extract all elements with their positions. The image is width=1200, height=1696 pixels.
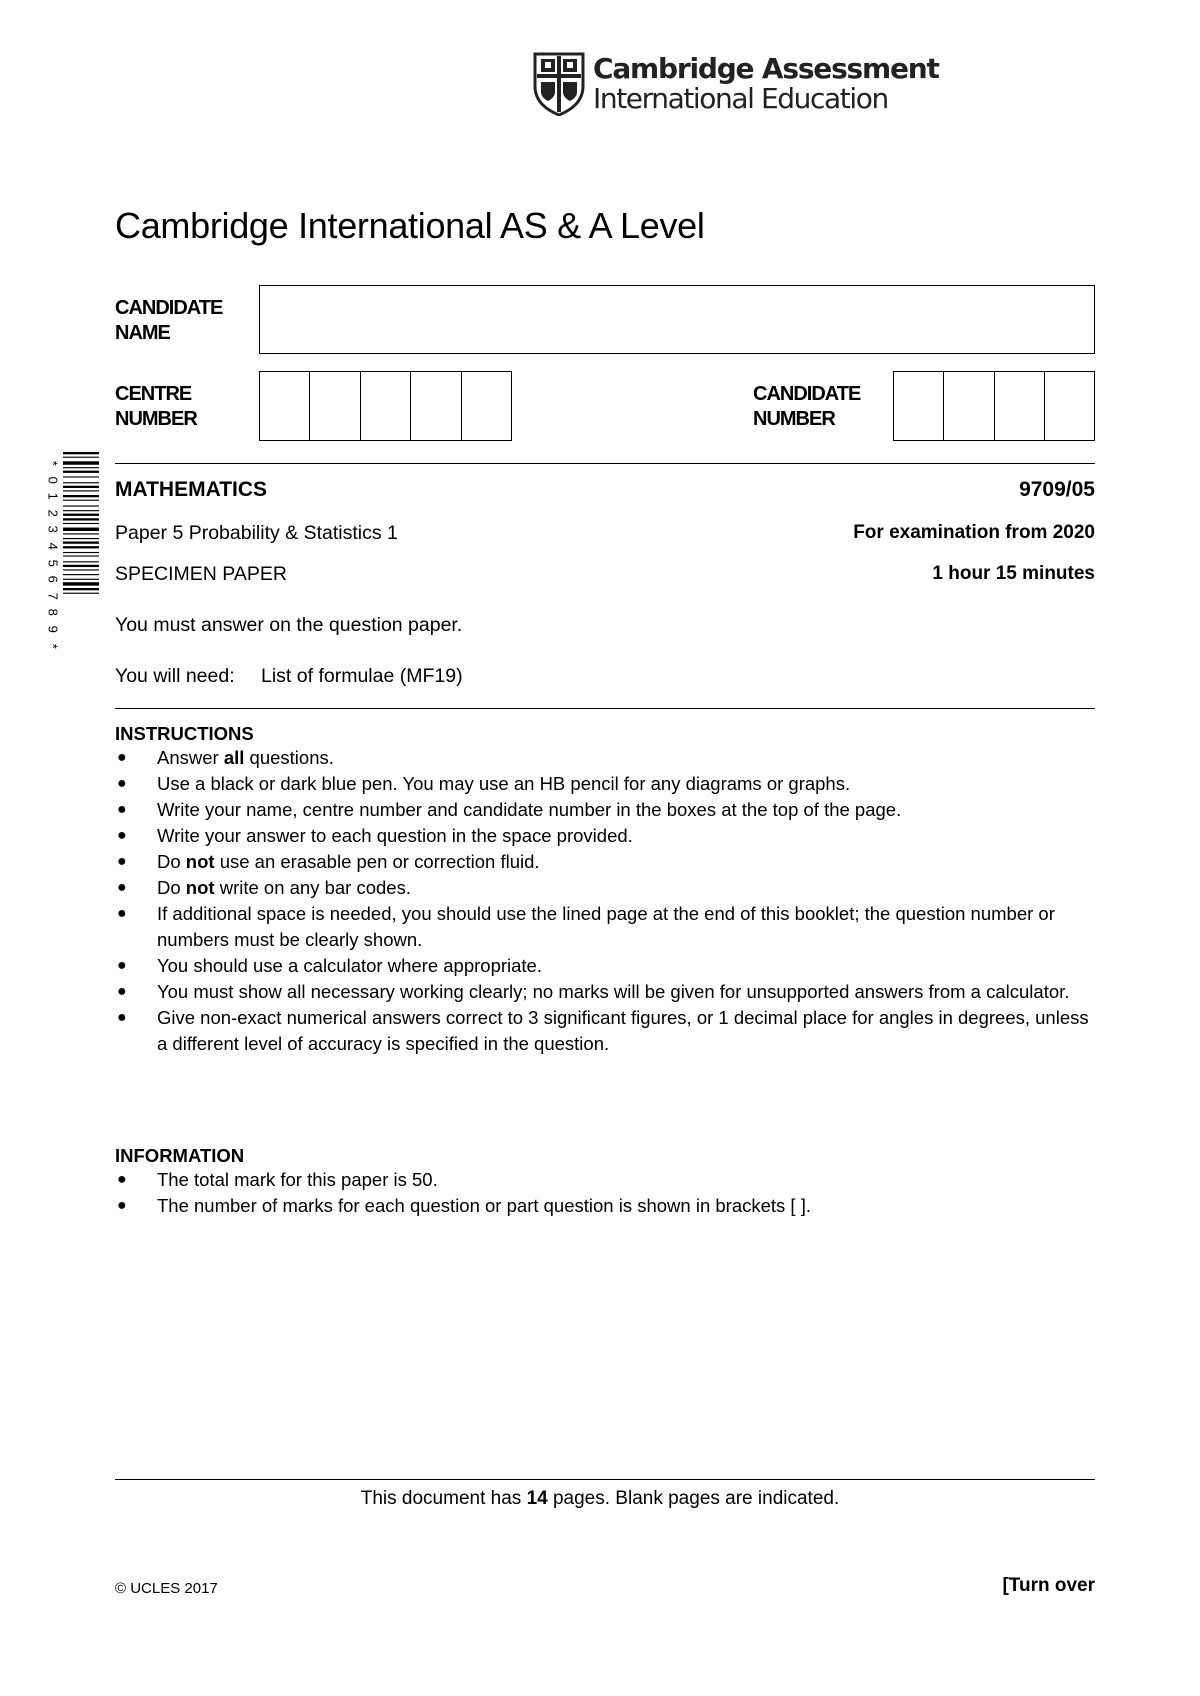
list-item-emphasis: all <box>223 747 245 768</box>
page-count-number: 14 <box>526 1488 548 1509</box>
page-count-pre: This document has <box>360 1488 527 1509</box>
paper-title: Paper 5 Probability & Statistics 1 <box>115 522 398 544</box>
barcode-digit: 3 <box>45 526 61 534</box>
instructions-heading: INSTRUCTIONS <box>115 723 254 744</box>
barcode-digit: 1 <box>45 492 61 501</box>
logo-text-line2: International Education <box>593 82 888 115</box>
candidate-number-field[interactable] <box>893 371 1095 441</box>
instructions-section <box>115 723 1095 1057</box>
centre-number-cell[interactable] <box>411 372 461 440</box>
centre-number-cell[interactable] <box>260 372 310 440</box>
barcode-bar <box>63 528 99 531</box>
list-item-text: The number of marks for each question or part question is shown in brackets [ ]. <box>157 1195 811 1216</box>
divider-line <box>115 463 1095 464</box>
list-item <box>115 1193 1095 1219</box>
candidate-number-cell[interactable] <box>995 372 1045 440</box>
barcode-digit: * <box>45 643 61 649</box>
list-item <box>115 797 1095 823</box>
candidate-name-label <box>115 296 222 346</box>
bullet-icon: ● <box>117 1197 127 1214</box>
instructions-list <box>115 745 1095 1057</box>
bullet-icon: ● <box>117 957 127 974</box>
information-heading: INFORMATION <box>115 1145 245 1166</box>
candidate-number-cell[interactable] <box>1045 372 1094 440</box>
bullet-icon: ● <box>117 827 127 844</box>
list-item <box>115 849 1095 875</box>
list-item-text: Use a black or dark blue pen. You may use an HB pencil for any diagrams or graphs. <box>157 773 851 794</box>
barcode-bar <box>63 490 99 491</box>
syllabus-code: 9709/05 <box>1019 478 1095 501</box>
barcode-bar <box>63 579 99 580</box>
qualification-title: Cambridge International AS & A Level <box>115 205 705 246</box>
list-item-text: Give non-exact numerical answers correct to 3 significant figures, or 1 decimal place for angles in degrees, unless a different level of accuracy is specified in the question. <box>157 1007 1089 1054</box>
barcode-digits <box>45 455 59 654</box>
barcode-bar <box>63 523 99 524</box>
barcode-bar <box>63 546 99 548</box>
centre-number-cell[interactable] <box>361 372 411 440</box>
barcode-bar <box>63 561 99 562</box>
list-item-text: You must show all necessary working clearly; no marks will be given for unsupported answers from a calculator. <box>157 981 1070 1002</box>
centre-number-label-line2: NUMBER <box>115 408 197 430</box>
centre-number-label <box>115 382 197 432</box>
barcode-digit: 9 <box>45 625 61 633</box>
list-item-text: use an erasable pen or correction fluid. <box>214 851 540 872</box>
list-item-text: Do <box>157 851 186 872</box>
barcode-digit: 0 <box>45 476 61 484</box>
divider-line <box>115 708 1095 709</box>
barcode-digit: * <box>45 460 61 466</box>
list-item-text: write on any bar codes. <box>214 877 411 898</box>
barcode <box>63 452 99 662</box>
candidate-number-label <box>753 382 860 432</box>
list-item-text: questions. <box>244 747 334 768</box>
bullet-icon: ● <box>117 879 127 896</box>
list-item-text: Do <box>157 877 186 898</box>
information-list <box>115 1167 1095 1219</box>
barcode-digit: 4 <box>45 542 61 550</box>
page-count-post: pages. Blank pages are indicated. <box>547 1488 840 1509</box>
paper-type: SPECIMEN PAPER <box>115 563 287 585</box>
barcode-digit: 7 <box>45 592 61 600</box>
barcode-bar <box>63 467 99 468</box>
information-section <box>115 1145 1095 1219</box>
barcode-bar <box>63 533 99 534</box>
barcode-bar <box>63 495 99 497</box>
bullet-icon: ● <box>117 801 127 818</box>
bullet-icon: ● <box>117 749 127 766</box>
list-item <box>115 875 1095 901</box>
answer-note: You must answer on the question paper. <box>115 614 463 636</box>
shield-crest-icon <box>533 52 585 116</box>
list-item <box>115 771 1095 797</box>
barcode-bar <box>63 510 99 511</box>
barcode-bar <box>63 538 99 539</box>
barcode-bar <box>63 588 99 590</box>
divider-line <box>115 1479 1095 1480</box>
cambridge-logo <box>533 52 939 118</box>
subject-name: MATHEMATICS <box>115 478 268 501</box>
list-item <box>115 901 1095 953</box>
barcode-bar <box>63 452 99 454</box>
barcode-bar <box>63 518 99 520</box>
barcode-bar <box>63 565 99 567</box>
barcode-bar <box>63 569 99 570</box>
barcode-bar <box>63 593 99 594</box>
centre-number-cell[interactable] <box>310 372 360 440</box>
candidate-name-field[interactable] <box>259 285 1095 354</box>
exam-duration: 1 hour 15 minutes <box>932 563 1095 584</box>
bullet-icon: ● <box>117 775 127 792</box>
candidate-number-label-line1: CANDIDATE <box>753 383 861 405</box>
centre-number-cell[interactable] <box>462 372 511 440</box>
barcode-digit: 2 <box>45 509 61 517</box>
copyright: © UCLES 2017 <box>115 1580 218 1597</box>
barcode-bar <box>63 486 99 488</box>
barcode-bar <box>63 461 99 464</box>
list-item <box>115 823 1095 849</box>
barcode-digit: 5 <box>45 559 61 567</box>
bullet-icon: ● <box>117 1009 127 1026</box>
list-item <box>115 745 1095 771</box>
list-item <box>115 1005 1095 1057</box>
bullet-icon: ● <box>117 853 127 870</box>
barcode-bar <box>63 482 99 483</box>
candidate-name-label-line2: NAME <box>115 322 170 344</box>
centre-number-label-line1: CENTRE <box>115 383 192 405</box>
list-item-text: If additional space is needed, you should use the lined page at the end of this booklet; the question number or numbers must be clearly shown. <box>157 903 1055 950</box>
candidate-number-cell[interactable] <box>894 372 944 440</box>
list-item-text: You should use a calculator where appropriate. <box>157 955 542 976</box>
turn-over: [Turn over <box>1002 1575 1095 1596</box>
need-label: You will need: <box>115 665 235 687</box>
logo-text-line1: Cambridge Assessment <box>593 52 939 85</box>
barcode-bar <box>63 471 99 473</box>
barcode-bar <box>63 500 99 501</box>
barcode-bar <box>63 457 99 458</box>
barcode-digit: 8 <box>45 609 61 617</box>
list-item <box>115 1167 1095 1193</box>
list-item-text: Answer <box>157 747 224 768</box>
barcode-bar <box>63 476 99 477</box>
list-item-text: The total mark for this paper is 50. <box>157 1169 438 1190</box>
list-item <box>115 979 1095 1005</box>
bullet-icon: ● <box>117 1171 127 1188</box>
candidate-name-label-line1: CANDIDATE <box>115 297 223 319</box>
list-item-text: Write your name, centre number and candidate number in the boxes at the top of the page. <box>157 799 902 820</box>
barcode-bar <box>63 552 99 553</box>
page-count-note <box>0 1488 1200 1510</box>
list-item-emphasis: not <box>185 851 215 872</box>
candidate-number-cell[interactable] <box>944 372 994 440</box>
barcode-bar <box>63 514 99 516</box>
barcode-bar <box>63 505 99 506</box>
barcode-bar <box>63 555 99 556</box>
list-item <box>115 953 1095 979</box>
barcode-bar <box>63 542 99 544</box>
bullet-icon: ● <box>117 983 127 1000</box>
list-item-emphasis: not <box>185 877 215 898</box>
list-item-text: Write your answer to each question in the space provided. <box>157 825 633 846</box>
barcode-bar <box>63 582 99 585</box>
need-value: List of formulae (MF19) <box>261 665 463 687</box>
bullet-icon: ● <box>117 905 127 922</box>
candidate-number-label-line2: NUMBER <box>753 408 835 430</box>
exam-from: For examination from 2020 <box>853 522 1095 543</box>
barcode-digit: 6 <box>45 575 61 584</box>
barcode-bar <box>63 574 99 575</box>
centre-number-field[interactable] <box>259 371 512 441</box>
